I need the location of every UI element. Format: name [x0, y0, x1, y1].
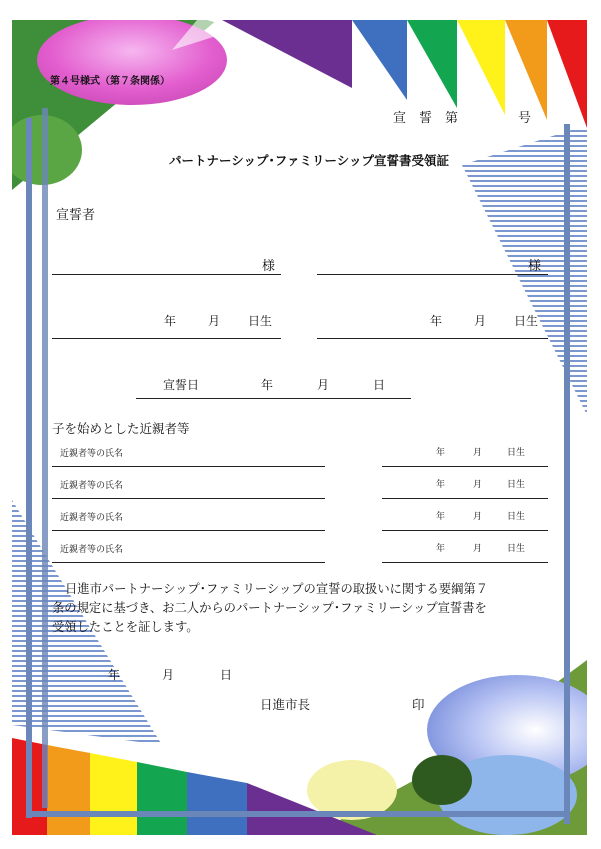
certificate-page — [12, 20, 587, 835]
body-line-2: 条の規定に基づき、お二人からのパートナーシップ･ファミリーシップ宣誓書を — [52, 601, 487, 615]
relative-name-label: 近親者等の氏名 — [60, 513, 124, 523]
frame-right — [564, 124, 570, 824]
seal-mark: 印 — [412, 697, 425, 712]
relative-birth-day: 日生 — [507, 480, 526, 490]
form-label: 第４号様式（第７条関係） — [50, 76, 170, 87]
relative-name-field — [52, 466, 325, 467]
frame-left — [26, 118, 32, 818]
birth-date-field-left — [52, 338, 281, 339]
relative-name-label: 近親者等の氏名 — [60, 481, 124, 491]
relative-birth-month: 月 — [473, 544, 483, 554]
issue-day: 日 — [220, 668, 233, 682]
relative-birth-month: 月 — [473, 512, 483, 522]
oath-date-field — [136, 398, 411, 399]
relative-birth-year: 年 — [436, 512, 446, 522]
birth-year-left: 年 — [164, 314, 177, 328]
body-line-1: 日進市パートナーシップ･ファミリーシップの宣誓の取扱いに関する要綱第７ — [65, 582, 489, 596]
relative-birth-field — [382, 530, 548, 531]
honorific-left: 様 — [262, 259, 276, 274]
honorific-right: 様 — [528, 259, 542, 274]
birth-day-right: 日生 — [514, 314, 539, 328]
relative-birth-year: 年 — [436, 480, 446, 490]
oath-date-label: 宣誓日 — [163, 378, 200, 392]
relative-birth-field — [382, 466, 548, 467]
relative-birth-day: 日生 — [507, 512, 526, 522]
body-line-3: 受領したことを証します。 — [52, 620, 199, 634]
issue-month: 月 — [162, 668, 175, 682]
oath-month: 月 — [317, 378, 330, 392]
certificate-number-suffix: 号 — [518, 111, 532, 126]
oath-day: 日 — [373, 378, 386, 392]
relative-birth-month: 月 — [473, 480, 483, 490]
relative-birth-month: 月 — [473, 448, 483, 458]
name-field-right — [317, 274, 548, 275]
relative-birth-day: 日生 — [507, 544, 526, 554]
name-field-left — [52, 274, 281, 275]
relatives-heading: 子を始めとした近親者等 — [52, 421, 190, 436]
relative-birth-field — [382, 562, 548, 563]
birth-month-right: 月 — [474, 314, 487, 328]
relative-name-field — [52, 530, 325, 531]
page-title: パートナーシップ･ファミリーシップ宣誓書受領証 — [169, 153, 450, 168]
birth-date-field-right — [317, 338, 548, 339]
relative-name-label: 近親者等の氏名 — [60, 545, 124, 555]
birth-month-left: 月 — [208, 314, 221, 328]
birth-year-right: 年 — [430, 314, 443, 328]
relative-name-field — [52, 498, 325, 499]
mayor-title: 日進市長 — [260, 697, 311, 712]
relative-birth-field — [382, 498, 548, 499]
relative-name-field — [52, 562, 325, 563]
frame-bottom — [26, 811, 570, 817]
relative-birth-year: 年 — [436, 544, 446, 554]
relative-name-label: 近親者等の氏名 — [60, 449, 124, 459]
frame-inner-left — [42, 108, 48, 808]
birth-day-left: 日生 — [248, 314, 273, 328]
relative-birth-day: 日生 — [507, 448, 526, 458]
relative-birth-year: 年 — [436, 448, 446, 458]
declarant-label: 宣誓者 — [56, 208, 96, 223]
oath-year: 年 — [261, 378, 274, 392]
certificate-number-prefix: 宣 誓 第 — [393, 111, 459, 126]
issue-year: 年 — [108, 668, 121, 682]
